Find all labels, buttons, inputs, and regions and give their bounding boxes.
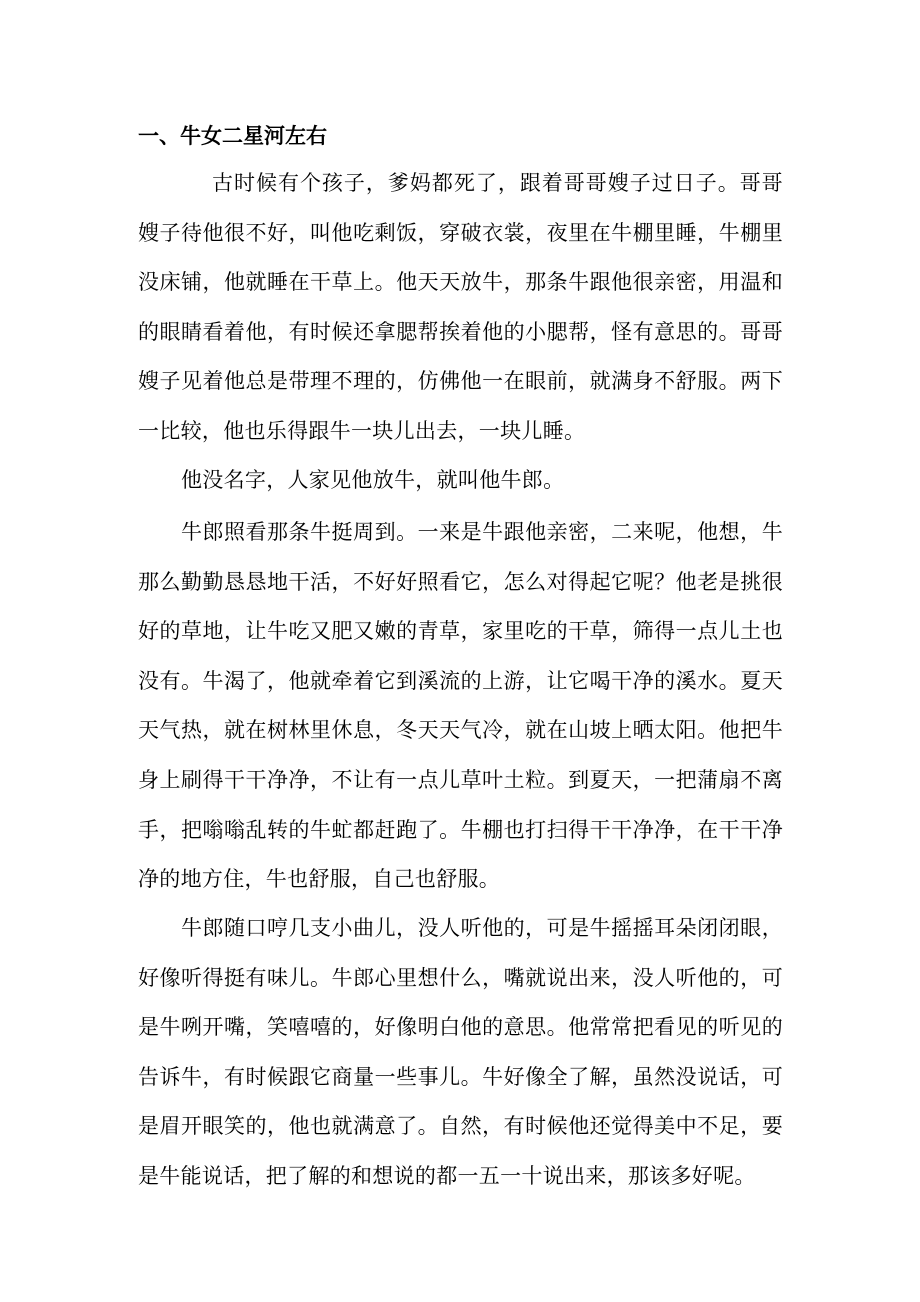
paragraph-3: 牛郎照看那条牛挺周到。一来是牛跟他亲密，二来呢，他想，牛那么勤勤恳恳地干活，不好好照看它，怎么对得起它呢？他老是挑很好的草地，让牛吃又肥又嫩的青草，家里吃的干草，筛得一点儿土也没有。牛渴了，他就牵着它到溪流的上游，让它喝干净的溪水。夏天天气热，就在树林里休息，冬天天气冷，就在山坡上晒太阳。他把牛身上刷得干干净净，不让有一点儿草叶土粒。到夏天，一把蒲扇不离手，把嗡嗡乱转的牛虻都赶跑了。牛棚也打扫得干干净净，在干干净净的地方住，牛也舒服，自己也舒服。 [138, 520, 783, 892]
paragraph-2: 他没名字，人家见他放牛，就叫他牛郎。 [181, 468, 565, 492]
paragraph-1: 古时候有个孩子，爹妈都死了，跟着哥哥嫂子过日子。哥哥嫂子待他很不好，叫他吃剩饭，穿破衣裳，夜里在牛棚里睡，牛棚里没床铺，他就睡在干草上。他天天放牛，那条牛跟他很亲密，用温和的眼睛看着他，有时候还拿腮帮挨着他的小腮帮，怪有意思的。哥哥嫂子见着他总是带理不理的，仿佛他一在眼前，就满身不舒服。两下一比较，他也乐得跟牛一块儿出去，一块儿睡。 [138, 171, 783, 443]
paragraph-4: 牛郎随口哼几支小曲儿，没人听他的，可是牛摇摇耳朵闭闭眼，好像听得挺有味儿。牛郎心里想什么，嘴就说出来，没人听他的，可是牛咧开嘴，笑嘻嘻的，好像明白他的意思。他常常把看见的听见的告诉牛，有时候跟它商量一些事儿。牛好像全了解，虽然没说话，可是眉开眼笑的，他也就满意了。自然，有时候他还觉得美中不足，要是牛能说话，把了解的和想说的都一五一十说出来，那该多好呢。 [138, 916, 783, 1188]
section-heading: 一、牛女二星河左右 [138, 124, 327, 148]
